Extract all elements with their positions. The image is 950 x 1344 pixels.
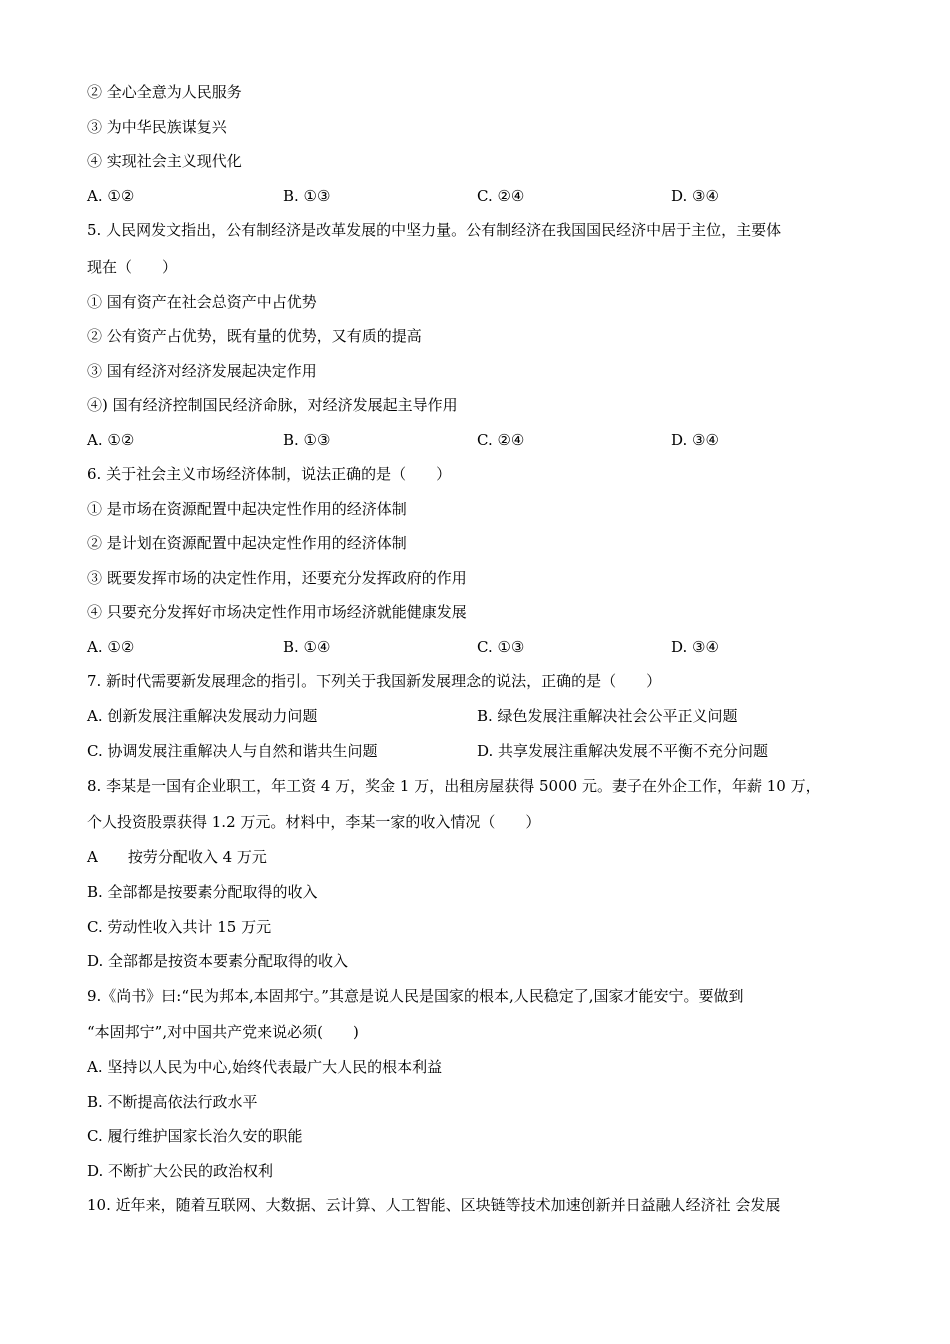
q8-stem: 8. 李某是一国有企业职工，年工资 4 万，奖金 1 万，出租房屋获得 5000 元。妻子在外企工作，年薪 10 万， [87,777,821,795]
q8-stem-cont: 个人投资股票获得 1.2 万元。材料中，李某一家的收入情况（ ） [87,813,541,831]
q8-option-a[interactable]: A 按劳分配收入 4 万元 [87,848,267,866]
q6-option-c[interactable]: C. ①③ [477,638,525,656]
q5-option-b[interactable]: B. ①③ [283,431,331,449]
q7-options-row1 [87,706,867,726]
q7-option-a[interactable]: A. 创新发展注重解决发展动力问题 [87,707,318,725]
q10-stem: 10. 近年来，随着互联网、大数据、云计算、人工智能、区块链等技术加速创新并日益融人经济社 会发展 [87,1196,781,1214]
q5-option-a[interactable]: A. ①② [87,431,135,449]
q7-option-d[interactable]: D. 共享发展注重解决发展不平衡不充分问题 [477,742,769,760]
q4-option-c[interactable]: C. ②④ [477,187,525,205]
q6-option-d[interactable]: D. ③④ [671,638,719,656]
q5-options [87,430,867,450]
q4-item-4: ④ 实现社会主义现代化 [87,152,242,170]
q9-stem-cont: “本固邦宁”,对中国共产党来说必须( ) [87,1023,359,1041]
q9-option-c[interactable]: C. 履行维护国家长治久安的职能 [87,1127,303,1145]
q5-item-2: ② 公有资产占优势，既有量的优势，又有质的提高 [87,327,422,345]
q5-stem: 5. 人民网发文指出，公有制经济是改革发展的中坚力量。公有制经济在我国国民经济中居于主位，主要体 [87,221,782,239]
q6-item-1: ① 是市场在资源配置中起决定性作用的经济体制 [87,500,407,518]
q4-option-d[interactable]: D. ③④ [671,187,719,205]
q5-option-d[interactable]: D. ③④ [671,431,719,449]
q5-item-1: ① 国有资产在社会总资产中占优势 [87,293,317,311]
q6-options [87,637,867,657]
q5-item-3: ③ 国有经济对经济发展起决定作用 [87,362,317,380]
q6-item-3: ③ 既要发挥市场的决定性作用，还要充分发挥政府的作用 [87,569,467,587]
q4-options [87,186,867,206]
q7-stem: 7. 新时代需要新发展理念的指引。下列关于我国新发展理念的说法，正确的是（ ） [87,672,662,690]
q6-option-b[interactable]: B. ①④ [283,638,331,656]
q7-option-b[interactable]: B. 绿色发展注重解决社会公平正义问题 [477,707,738,725]
q4-option-a[interactable]: A. ①② [87,187,135,205]
q6-item-2: ② 是计划在资源配置中起决定性作用的经济体制 [87,534,407,552]
q4-item-2: ② 全心全意为人民服务 [87,83,242,101]
q4-option-b[interactable]: B. ①③ [283,187,331,205]
q6-option-a[interactable]: A. ①② [87,638,135,656]
q7-options-row2 [87,741,867,761]
q6-item-4: ④ 只要充分发挥好市场决定性作用市场经济就能健康发展 [87,603,467,621]
q8-option-b[interactable]: B. 全部都是按要素分配取得的收入 [87,883,318,901]
q5-stem-cont: 现在（ ） [87,258,178,276]
q9-stem: 9.《尚书》曰:“民为邦本,本固邦宁。”其意是说人民是国家的根本,人民稳定了,国家才能安宁。要做到 [87,987,744,1005]
q8-option-d[interactable]: D. 全部都是按资本要素分配取得的收入 [87,952,349,970]
q5-item-4: ④) 国有经济控制国民经济命脉，对经济发展起主导作用 [87,396,458,414]
q9-option-d[interactable]: D. 不断扩大公民的政治权利 [87,1162,274,1180]
q8-option-c[interactable]: C. 劳动性收入共计 15 万元 [87,918,272,936]
q6-stem: 6. 关于社会主义市场经济体制，说法正确的是（ ） [87,465,452,483]
q9-option-b[interactable]: B. 不断提高依法行政水平 [87,1093,258,1111]
q4-item-3: ③ 为中华民族谋复兴 [87,118,227,136]
q9-option-a[interactable]: A. 坚持以人民为中心,始终代表最广大人民的根本利益 [87,1058,443,1076]
q5-option-c[interactable]: C. ②④ [477,431,525,449]
q7-option-c[interactable]: C. 协调发展注重解决人与自然和谐共生问题 [87,742,378,760]
